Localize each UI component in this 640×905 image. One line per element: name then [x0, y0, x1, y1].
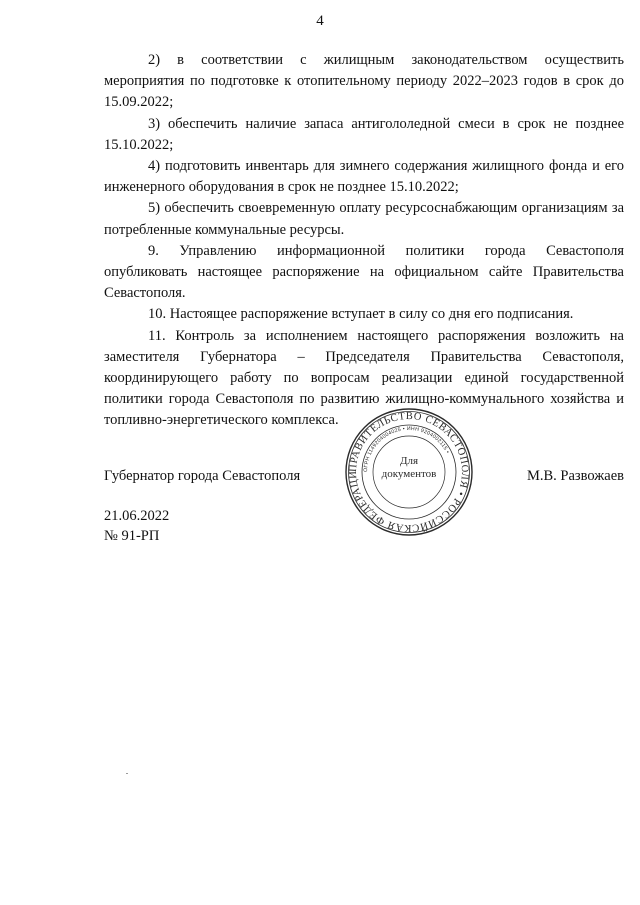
signer-name: М.В. Развожаев [526, 468, 624, 484]
paragraph-item-3: 3) обеспечить наличие запаса антигололедной смеси в срок не позднее 15.10.2022; [104, 115, 624, 153]
document-number: № 91-РП [104, 528, 160, 544]
signer-position: Губернатор города Севастополя [104, 468, 301, 484]
document-body [104, 50, 624, 432]
paragraph-item-2: 2) в соответствии с жилищным законодательством осуществить мероприятия по подготовке к отопительному периоду 2022–2023 годов в срок до 15.09.2022; [104, 52, 624, 111]
seal-inner-text: ОГРН 1149204004025 • ИНН 9204002115 • [362, 425, 451, 473]
paragraph-item-4: 4) подготовить инвентарь для зимнего содержания жилищного фонда и его инженерного оборудования в срок не позднее 15.10.2022; [104, 158, 624, 196]
paragraph-9-publication: 9. Управлению информационной политики города Севастополя опубликовать настоящее распоряжение на официальном сайте Правительства Севастополя. [104, 242, 624, 302]
paragraph-item-5: 5) обеспечить своевременную оплату ресурсоснабжающим организациям за потребленные коммунальные ресурсы. [104, 200, 624, 238]
paragraph-10-effective: 10. Настоящее распоряжение вступает в силу со дня его подписания. [148, 306, 574, 323]
seal-center-text [344, 455, 474, 481]
scan-artifact [126, 773, 128, 774]
seal-center-line-1: Для [399, 455, 419, 467]
page-number: 4 [316, 13, 324, 29]
seal-outer-text: ПРАВИТЕЛЬСТВО СЕВАСТОПОЛЯ • РОССИЙСКАЯ ФЕДЕРАЦИ [347, 410, 471, 534]
document-details [104, 506, 169, 546]
seal-center-line-2: документов [381, 468, 437, 480]
paragraph-11-control: 11. Контроль за исполнением настоящего распоряжения возложить на заместителя Губернатора – Председателя Правительства Севастополя, координирующего работу по вопросам реализации единой государственной политики города Севастополя по развитию жилищно-коммунального хозяйства и топливно-энергетического комплекса. [104, 327, 624, 429]
document-date: 21.06.2022 [104, 508, 170, 524]
official-seal-stamp [344, 407, 474, 537]
